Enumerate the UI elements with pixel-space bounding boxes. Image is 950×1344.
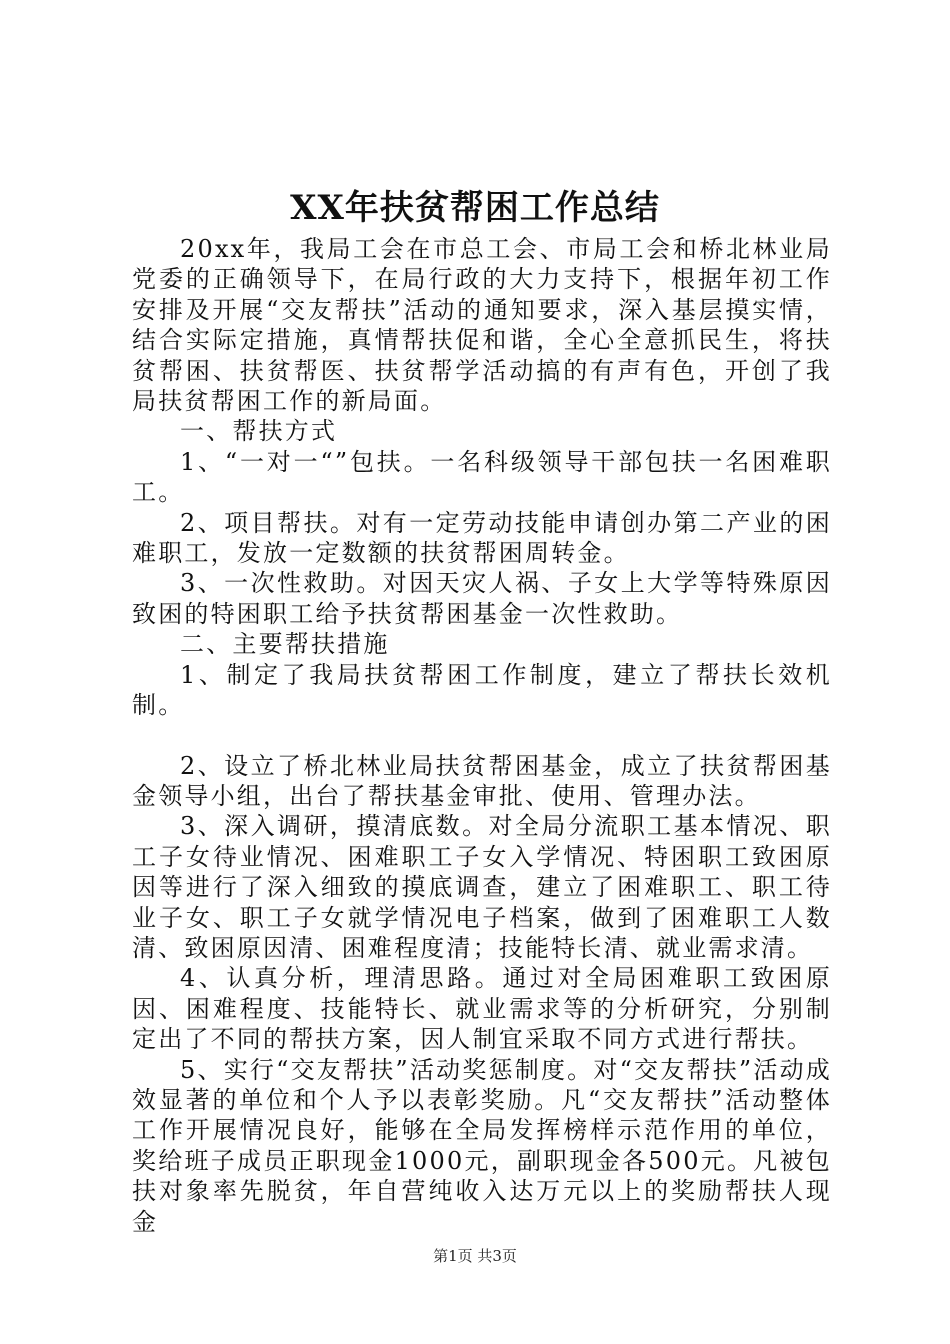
section-heading-2: 二、主要帮扶措施 — [180, 630, 390, 659]
paragraph-1-2: 2、项目帮扶。对有一定劳动技能申请创办第二产业的困难职工，发放一定数额的扶贫帮困周转金。 — [132, 508, 832, 568]
paragraph-1-3: 3、一次性救助。对因天灾人祸、子女上大学等特殊原因致困的特困职工给予扶贫帮困基金一次性救助。 — [132, 569, 832, 628]
section-heading-1: 一、帮扶方式 — [180, 417, 338, 446]
paragraph-2-4: 4、认真分析，理清思路。通过对全局困难职工致困原因、困难程度、技能特长、就业需求等的分析研究，分别制定出了不同的帮扶方案，因人制宜采取不同方式进行帮扶。 — [132, 964, 832, 1054]
paragraph-2-3: 3、深入调研，摸清底数。对全局分流职工基本情况、职工子女待业情况、困难职工子女入学情况、特困职工致困原因等进行了深入细致的摸底调查，建立了困难职工、职工待业子女、职工子女就学情况电子档案，做到了困难职工人数清、致困原因清、困难程度清；技能特长清、就业需求清。 — [132, 812, 832, 962]
page-footer: 第1页 共3页 — [433, 1247, 517, 1265]
paragraph-1-1: 1、“一对一“”包扶。一名科级领导干部包扶一名困难职工。 — [132, 447, 832, 507]
document-title: XX年扶贫帮困工作总结 — [290, 188, 660, 228]
document-body — [132, 234, 832, 1237]
paragraph-2-1: 1、制定了我局扶贫帮困工作制度，建立了帮扶长效机制。 — [132, 660, 832, 720]
paragraph-intro: 20xx年，我局工会在市总工会、市局工会和桥北林业局党委的正确领导下，在局行政的大力支持下，根据年初工作安排及开展“交友帮扶”活动的通知要求，深入基层摸实情，结合实际定措施，真情帮扶促和谐，全心全意抓民生，将扶贫帮困、扶贫帮医、扶贫帮学活动搞的有声有色，开创了我局扶贫帮困工作的新局面。 — [132, 235, 832, 416]
blank-line — [132, 721, 832, 751]
paragraph-2-2: 2、设立了桥北林业局扶贫帮困基金，成立了扶贫帮困基金领导小组，出台了帮扶基金审批、使用、管理办法。 — [132, 751, 832, 810]
paragraph-2-5: 5、实行“交友帮扶”活动奖惩制度。对“交友帮扶”活动成效显著的单位和个人予以表彰奖励。凡“交友帮扶”活动整体工作开展情况良好，能够在全局发挥榜样示范作用的单位，奖给班子成员正职现金1000元，副职现金各500元。凡被包扶对象率先脱贫，年自营纯收入达万元以上的奖励帮扶人现金 — [132, 1055, 832, 1236]
